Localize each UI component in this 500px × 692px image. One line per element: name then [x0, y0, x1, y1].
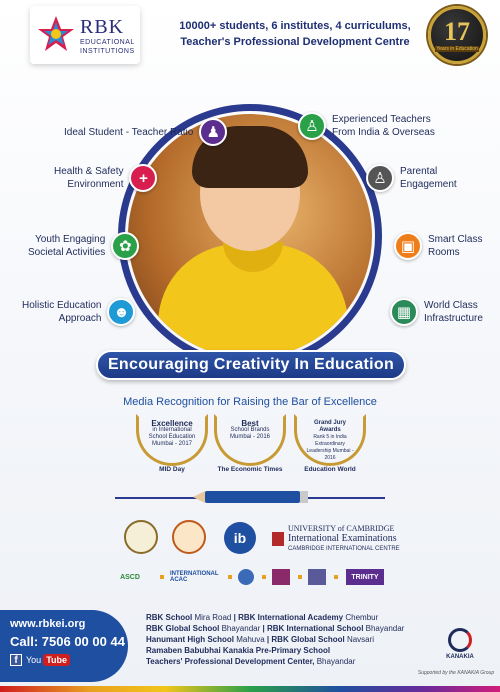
- feature-label: Engagement: [400, 179, 457, 190]
- feature-label: Infrastructure: [424, 313, 483, 324]
- feature-label: Ideal Student - Teacher Ratio: [64, 126, 194, 138]
- feature-label: Holistic Education: [22, 300, 102, 311]
- affiliation-seal-2: [172, 520, 206, 554]
- feature-label: Health & Safety: [54, 166, 124, 177]
- separator-dot: [160, 575, 164, 579]
- separator-dot: [228, 575, 232, 579]
- feature-label: Experienced Teachers: [332, 114, 431, 125]
- award-source: MID Day: [159, 466, 185, 473]
- feature-label: Rooms: [428, 247, 460, 258]
- smartboard-icon: ▣: [394, 232, 422, 260]
- contact-box: [0, 610, 128, 682]
- feature-health-safety: [54, 164, 157, 192]
- banner-text: Encouraging Creativity In Education: [107, 356, 395, 373]
- award-mid-day: [136, 414, 208, 474]
- seal-icon: [124, 520, 158, 554]
- trinity-logo: TRINITY: [346, 569, 384, 585]
- students-icon: ♟: [199, 118, 227, 146]
- brand-sub-1: EDUCATIONAL: [80, 39, 135, 46]
- rbk-logo[interactable]: [30, 6, 140, 64]
- school-row: [146, 645, 416, 656]
- feature-holistic-education: [22, 298, 135, 326]
- separator-dot: [334, 575, 338, 579]
- school-name: Teachers' Professional Development Center,: [146, 657, 315, 666]
- award-body: School Brands Mumbai - 2016: [229, 427, 271, 440]
- tagline-line-1: 10000+ students, 6 institutes, 4 curriculums,: [179, 20, 411, 32]
- ib-logo: ib: [224, 522, 256, 554]
- feature-label: From India & Overseas: [332, 127, 435, 138]
- school-row: RBK Global School Bhayandar | RBK International School Bhayandar: [146, 624, 405, 633]
- tagline-line-2: Teacher's Professional Development Centre: [180, 36, 410, 48]
- seal-icon: [172, 520, 206, 554]
- feature-label: Environment: [67, 179, 124, 190]
- affiliation-seal-1: [124, 520, 158, 554]
- award-title: Grand Jury Awards: [313, 420, 346, 433]
- tagline: [170, 18, 420, 50]
- feature-label: Societal Activities: [28, 247, 106, 258]
- kanakia-name: KANAKIA: [446, 654, 474, 660]
- feature-student-teacher-ratio: [64, 118, 227, 146]
- feature-experienced-teachers: [298, 112, 435, 140]
- feature-parental-engagement: [366, 164, 457, 192]
- pencil-icon: [205, 491, 300, 503]
- acac-logo: INTERNATIONAL ACAC: [170, 571, 219, 583]
- feature-label: Smart Class: [428, 234, 483, 245]
- social-links: [10, 654, 128, 666]
- media-title: Media Recognition for Raising the Bar of Excellence: [123, 396, 377, 408]
- school-location: Mira Road: [192, 613, 232, 622]
- feature-label: Youth Engaging: [35, 234, 106, 245]
- school-row: RBK School Mira Road | RBK International Academy Chembur: [146, 613, 379, 622]
- flag-logo-icon: [272, 569, 290, 585]
- call-number[interactable]: Call: 7506 00 00 44: [10, 634, 125, 649]
- school-name: RBK International Academy: [238, 613, 344, 622]
- school-row: [146, 656, 416, 667]
- school-location: Bhayandar: [363, 624, 405, 633]
- brand-sub-2: INSTITUTIONS: [80, 48, 135, 55]
- teacher-icon: ♙: [298, 112, 326, 140]
- school-location: Chembur: [343, 613, 379, 622]
- partner-logo-icon: [308, 569, 326, 585]
- cambridge-line-3: CAMBRIDGE INTERNATIONAL CENTRE: [288, 546, 400, 552]
- website-link[interactable]: www.rbkei.org: [10, 618, 86, 630]
- feature-world-class-infrastructure: [390, 298, 483, 326]
- feature-label: World Class: [424, 300, 478, 311]
- school-name: Ramaben Babubhai Kanakia Pre-Primary School: [146, 646, 331, 655]
- school-list: [146, 612, 416, 667]
- school-name: RBK International School: [266, 624, 364, 633]
- years-badge: [428, 6, 486, 64]
- feature-smart-class: [394, 232, 482, 260]
- rbk-star-icon: [36, 14, 76, 54]
- cambridge-crest-icon: [272, 532, 284, 546]
- feature-label: Approach: [58, 313, 102, 324]
- school-row: Hanumant High School Mahuva | RBK Global School Navsari: [146, 635, 375, 644]
- cambridge-line-2: International Examinations: [288, 533, 397, 544]
- feature-youth-engaging: [28, 232, 139, 260]
- community-icon: ✿: [111, 232, 139, 260]
- rainbow-strip: [0, 686, 500, 692]
- award-source: Education World: [304, 466, 356, 473]
- school-location: Mahuva: [234, 635, 265, 644]
- feature-label: Parental: [400, 166, 438, 177]
- kanakia-supported: Supported by the KANAKIA Group: [417, 670, 495, 676]
- school-name: RBK Global School: [146, 624, 220, 633]
- kanakia-mark-icon: [448, 628, 472, 652]
- building-icon: ▦: [390, 298, 418, 326]
- award-education-world: [294, 414, 366, 474]
- youtube-icon[interactable]: Tube: [43, 654, 70, 666]
- school-location: Navsari: [344, 635, 375, 644]
- school-location: Bhayandar: [219, 624, 261, 633]
- person-icon: ☻: [107, 298, 135, 326]
- badge-text: Years in Education: [436, 46, 478, 52]
- award-body: in International School Education Mumbai - 2017: [148, 427, 196, 447]
- separator-dot: [298, 575, 302, 579]
- plus-icon: +: [129, 164, 157, 192]
- award-title: Excellence: [151, 419, 193, 428]
- cambridge-line-1: UNIVERSITY of CAMBRIDGE: [288, 524, 395, 533]
- family-icon: ♙: [366, 164, 394, 192]
- award-title: Best: [241, 419, 259, 428]
- affiliation-cambridge: [272, 524, 400, 554]
- award-body: Rank 5 in India Extraordinary Leadership Mumbai - 2016: [306, 434, 354, 461]
- facebook-icon[interactable]: f: [10, 654, 22, 666]
- school-name: RBK School: [146, 613, 193, 622]
- award-economic-times: [214, 414, 286, 474]
- kanakia-logo: [430, 628, 490, 660]
- youtube-you[interactable]: You: [26, 655, 42, 665]
- school-name: Hanumant High School: [146, 635, 234, 644]
- badge-number: 17: [444, 17, 470, 46]
- ascd-logo: ASCD: [120, 573, 140, 581]
- affiliation-ib: [224, 522, 256, 554]
- school-name: RBK Global School: [271, 635, 345, 644]
- creativity-banner: [96, 350, 406, 380]
- globe-logo-icon: [238, 569, 254, 585]
- hero-photo: [128, 114, 372, 358]
- brand-name: RBK: [80, 16, 125, 38]
- school-location: Bhayandar: [314, 657, 356, 666]
- award-source: The Economic Times: [217, 466, 283, 473]
- separator-dot: [262, 575, 266, 579]
